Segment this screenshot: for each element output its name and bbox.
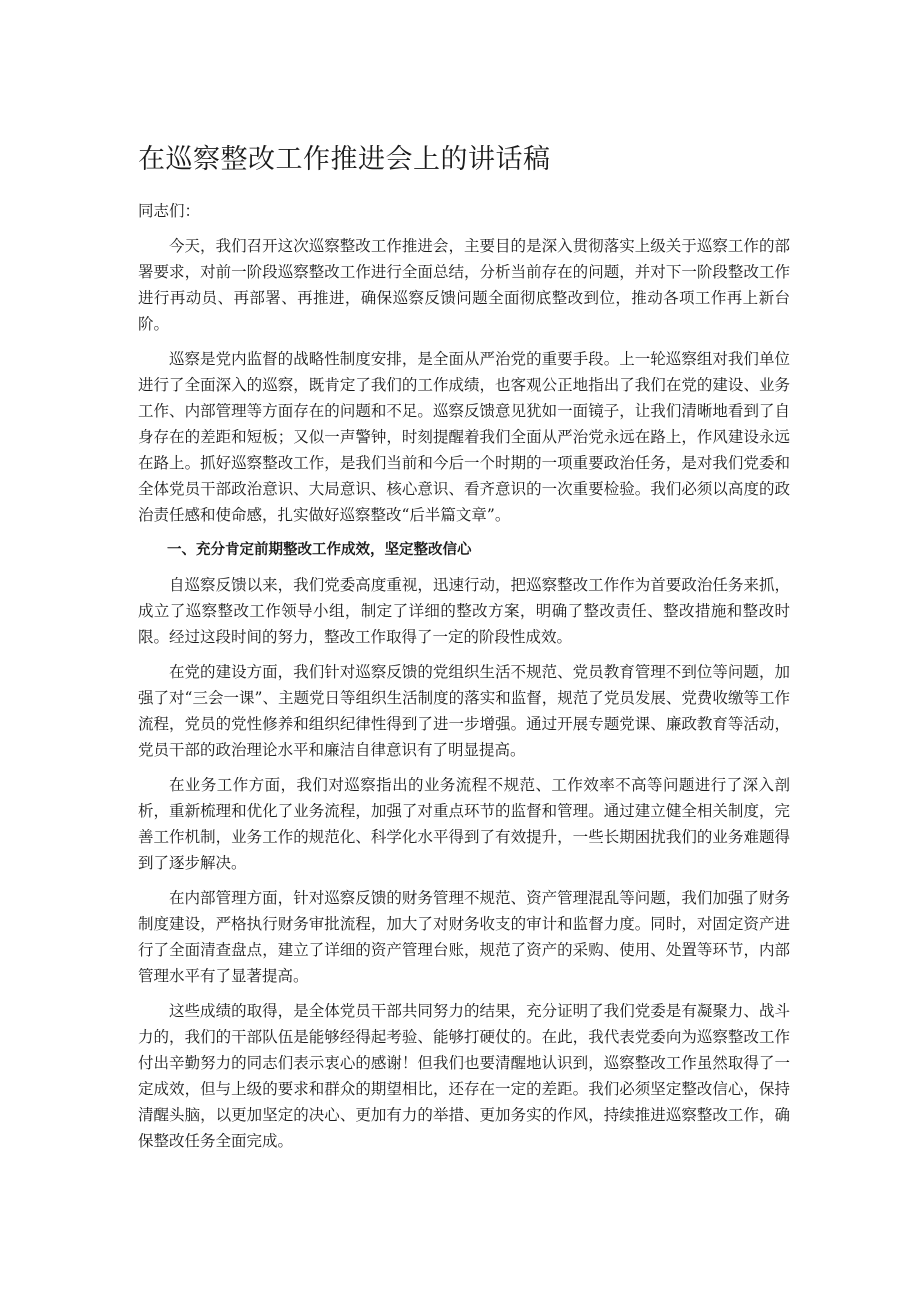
paragraph-opening: 今天，我们召开这次巡察整改工作推进会，主要目的是深入贯彻落实上级关于巡察工作的部署要求，对前一阶段巡察整改工作进行全面总结，分析当前存在的问题，并对下一阶段整改工作进行再动员、再部署、再推进，确保巡察反馈问题全面彻底整改到位，推动各项工作再上新台阶。 [138,237,790,333]
paragraph-section-intro: 自巡察反馈以来，我们党委高度重视，迅速行动，把巡察整改工作作为首要政治任务来抓，成立了巡察整改工作领导小组，制定了详细的整改方案，明确了整改责任、整改措施和整改时限。经过这段时间的努力，整改工作取得了一定的阶段性成效。 [138,576,790,646]
salutation: 同志们： [138,202,201,220]
paragraph-internal-management: 在内部管理方面，针对巡察反馈的财务管理不规范、资产管理混乱等问题，我们加强了财务制度建设，严格执行财务审批流程，加大了对财务收支的审计和监督力度。同时，对固定资产进行了全面清查盘点，建立了详细的资产管理台账，规范了资产的采购、使用、处置等环节，内部管理水平有了显著提高。 [138,889,790,985]
paragraph-business-work: 在业务工作方面，我们对巡察指出的业务流程不规范、工作效率不高等问题进行了深入剖析，重新梳理和优化了业务流程，加强了对重点环节的监督和管理。通过建立健全相关制度，完善工作机制，业务工作的规范化、科学化水平得到了有效提升，一些长期困扰我们的业务难题得到了逐步解决。 [138,776,790,872]
paragraph-background: 巡察是党内监督的战略性制度安排，是全面从严治党的重要手段。上一轮巡察组对我们单位进行了全面深入的巡察，既肯定了我们的工作成绩，也客观公正地指出了我们在党的建设、业务工作、内部管理等方面存在的问题和不足。巡察反馈意见犹如一面镜子，让我们清晰地看到了自身存在的差距和短板；又似一声警钟，时刻提醒着我们全面从严治党永远在路上，作风建设永远在路上。抓好巡察整改工作，是我们当前和今后一个时期的一项重要政治任务，是对我们党委和全体党员干部政治意识、大局意识、核心意识、看齐意识的一次重要检验。我们必须以高度的政治责任感和使命感，扎实做好巡察整改“后半篇文章”。 [138,350,790,524]
paragraph-summary: 这些成绩的取得，是全体党员干部共同努力的结果，充分证明了我们党委是有凝聚力、战斗力的，我们的干部队伍是能够经得起考验、能够打硬仗的。在此，我代表党委向为巡察整改工作付出辛勤努力的同志们表示衷心的感谢！但我们也要清醒地认识到，巡察整改工作虽然取得了一定成效，但与上级的要求和群众的期望相比，还存在一定的差距。我们必须坚定整改信心，保持清醒头脑，以更加坚定的决心、更加有力的举措、更加务实的作风，持续推进巡察整改工作，确保整改任务全面完成。 [138,1002,790,1150]
section-heading: 一、充分肯定前期整改工作成效，坚定整改信心 [167,542,472,558]
document-title: 在巡察整改工作推进会上的讲话稿 [138,144,551,175]
document-page [138,140,790,1163]
paragraph-party-building: 在党的建设方面，我们针对巡察反馈的党组织生活不规范、党员教育管理不到位等问题，加强了对“三会一课”、主题党日等组织生活制度的落实和监督，规范了党员发展、党费收缴等工作流程，党员的党性修养和组织纪律性得到了进一步增强。通过开展专题党课、廉政教育等活动，党员干部的政治理论水平和廉洁自律意识有了明显提高。 [138,663,790,759]
